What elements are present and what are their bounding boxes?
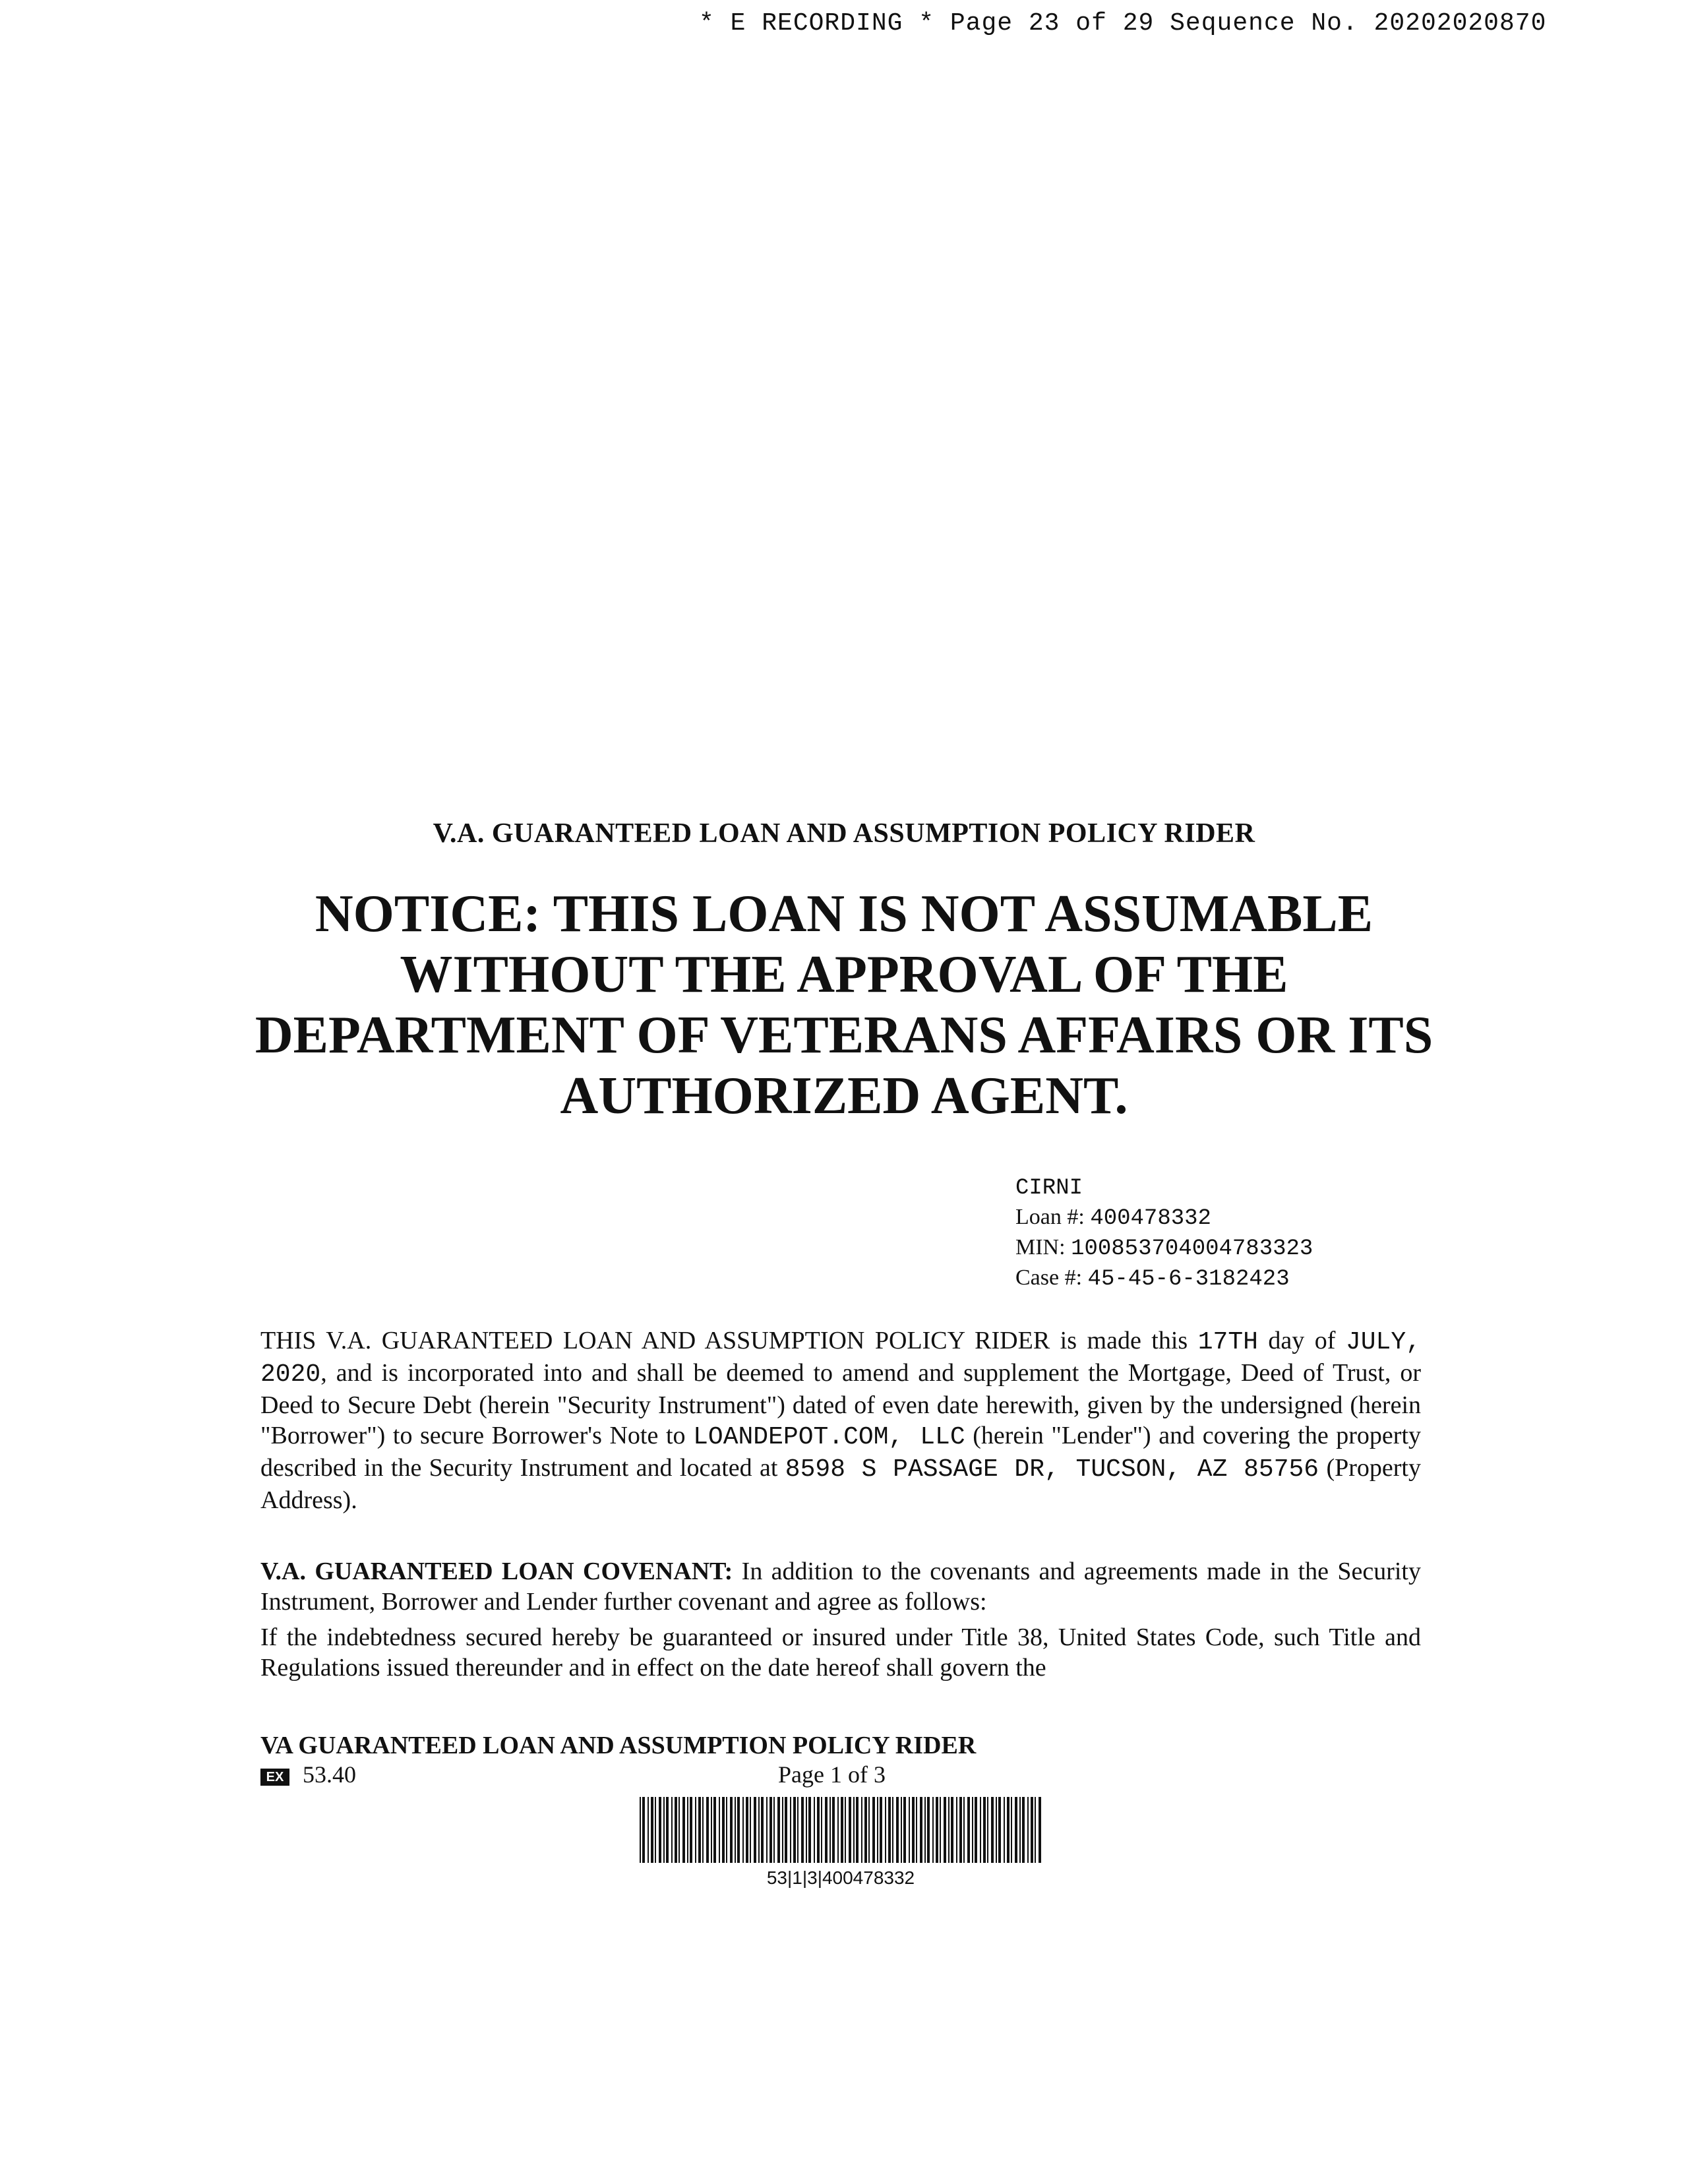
case-number-label: Case #: (1015, 1265, 1083, 1290)
covenant-paragraph (260, 1556, 1421, 1617)
footer-form-title: VA GUARANTEED LOAN AND ASSUMPTION POLICY RIDER (260, 1732, 977, 1759)
covenant-heading: V.A. GUARANTEED LOAN COVENANT: (260, 1558, 733, 1585)
covenant-continuation: If the indebtedness secured hereby be guaranteed or insured under Title 38, United States Code, such Title and Regulations issued thereunder and in effect on the date hereof shall govern the (260, 1623, 1421, 1682)
min-label: MIN: (1015, 1235, 1066, 1259)
min-row (1015, 1233, 1313, 1263)
intro-text-3: , and is incorporated into and shall be deemed to amend and supplement the Mortgage, Deed of Trust, or Deed to Secure Debt (herein "Security Instrument") dated of even date herewith, given by the undersigned (herein "Borrower") to secure Borrower's Note to (260, 1359, 1421, 1449)
case-number-row (1015, 1263, 1313, 1294)
intro-paragraph (260, 1325, 1421, 1515)
recording-header: * E RECORDING * Page 23 of 29 Sequence No. 20202020870 (699, 9, 1547, 38)
loan-number-row (1015, 1203, 1313, 1233)
barcode-text: 53|1|3|400478332 (766, 1867, 915, 1888)
rider-month-year: JULY, 2020 (260, 1328, 1421, 1389)
intro-text-5: (Property Address). (260, 1454, 1421, 1514)
lender-name: LOANDEPOT.COM, LLC (693, 1423, 965, 1451)
intro-text-4: (herein "Lender") and covering the property described in the Security Instrument and located at (260, 1422, 1422, 1482)
form-number: 53.40 (303, 1761, 356, 1788)
page-number: Page 1 of 3 (778, 1761, 886, 1788)
intro-text-2: day of (1257, 1327, 1346, 1354)
case-number-value: 45-45-6-3182423 (1087, 1267, 1290, 1292)
loan-number-value: 400478332 (1090, 1206, 1211, 1231)
loan-identifiers (1015, 1174, 1313, 1294)
form-logo-icon: EX (260, 1769, 289, 1786)
notice-heading: NOTICE: THIS LOAN IS NOT ASSUMABLE WITHOUT THE APPROVAL OF THE DEPARTMENT OF VETERANS AFFAIRS OR ITS AUTHORIZED AGENT. (255, 885, 1433, 1125)
intro-text-1: THIS V.A. GUARANTEED LOAN AND ASSUMPTION POLICY RIDER is made this (260, 1327, 1198, 1354)
rider-day: 17TH (1197, 1328, 1258, 1356)
min-value: 100853704004783323 (1071, 1236, 1313, 1261)
rider-title: V.A. GUARANTEED LOAN AND ASSUMPTION POLICY RIDER (433, 818, 1255, 849)
footer-form-number (260, 1761, 356, 1788)
covenant-text: In addition to the covenants and agreements made in the Security Instrument, Borrower and Lender further covenant and agree as follows: (260, 1558, 1421, 1616)
loan-number-label: Loan #: (1015, 1205, 1085, 1229)
identifier-code: CIRNI (1015, 1176, 1083, 1201)
property-address: 8598 S PASSAGE DR, TUCSON, AZ 85756 (785, 1455, 1319, 1484)
barcode-icon (640, 1797, 1042, 1863)
